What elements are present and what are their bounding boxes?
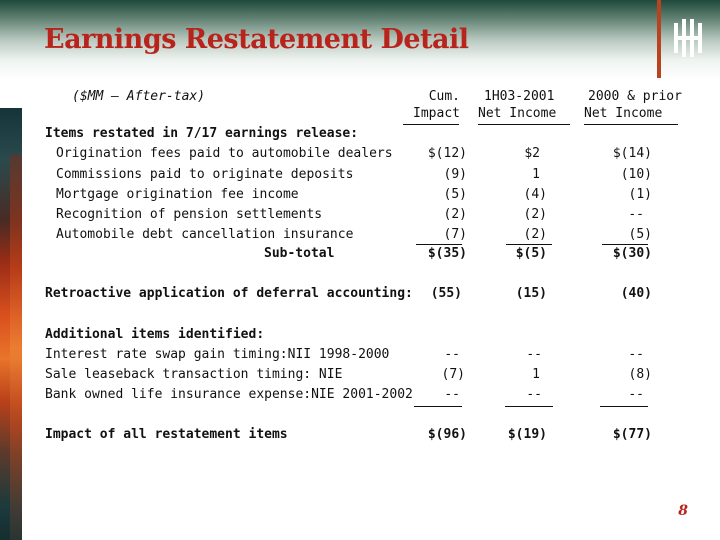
row-cum-value: -- [444,347,460,362]
left-decorative-band-inner [10,155,22,540]
subtotal-2000-value: $(30) [612,246,652,261]
col-cum-header-line2: Impact [413,106,460,121]
col-2000-header-line2: Net Income [584,106,663,121]
col-cum-header-line1: Cum. [428,89,460,104]
row-cum-value: (5) [443,187,467,202]
page-title: Earnings Restatement Detail [44,24,469,55]
col-1h03-header-line2: Net Income [478,106,557,121]
row-label: Automobile debt cancellation insurance [56,227,354,242]
row-1h03-value: (2) [523,227,547,242]
row-label: Bank owned life insurance expense:NIE 2001-2002 [45,387,413,402]
total-1h03-underline [505,406,553,407]
row-1h03-value: (2) [523,207,547,222]
row-1h03-value: (4) [523,187,547,202]
row-1h03-value: $2 [524,146,540,161]
row-1h03-value: -- [526,387,542,402]
subtotal-cum-value: $(35) [427,246,467,261]
col-1h03-header-line1: 1H03-2001 [484,89,555,104]
total-2000-underline [600,406,648,407]
row-2000-value: (5) [628,227,652,242]
row-1h03-value: -- [526,347,542,362]
row-cum-value: (2) [443,207,467,222]
section2-heading: Additional items identified: [45,327,265,342]
row-2000-value: (8) [628,367,652,382]
row-cum-value: $(12) [427,146,467,161]
row-2000-value: (10) [620,167,652,182]
total-cum-value: $(96) [427,427,467,442]
row-2000-value: (1) [628,187,652,202]
company-logo-icon [670,17,706,59]
row-2000-value: $(14) [612,146,652,161]
subtotal-1h03-value: $(5) [515,246,547,261]
row-2000-value: -- [628,347,644,362]
total-label: Impact of all restatement items [45,427,288,442]
subtotal-2000-underline [602,244,648,245]
retro-1h03-value: (15) [515,286,547,301]
header-accent-line [657,0,661,78]
row-1h03-value: 1 [532,367,540,382]
col-2000-header-underline [584,124,678,125]
row-cum-value: (7) [443,227,467,242]
row-label: Commissions paid to originate deposits [56,167,354,182]
col-cum-header-underline [403,124,459,125]
row-cum-value: (7) [441,367,465,382]
row-label: Origination fees paid to automobile dealers [56,146,393,161]
retro-label: Retroactive application of deferral accounting: [45,286,413,301]
row-label: Sale leaseback transaction timing: NIE [45,367,343,382]
total-2000-value: $(77) [612,427,652,442]
row-label: Recognition of pension settlements [56,207,323,222]
total-1h03-value: $(19) [507,427,547,442]
section1-heading: Items restated in 7/17 earnings release: [45,126,359,141]
total-cum-underline [414,406,462,407]
row-cum-value: -- [444,387,460,402]
subtotal-cum-underline [416,244,462,245]
row-2000-value: -- [628,387,644,402]
col-2000-header-line1: 2000 & prior [588,89,682,104]
units-note: ($MM – After-tax) [72,89,206,104]
row-label: Mortgage origination fee income [56,187,299,202]
retro-2000-value: (40) [620,286,652,301]
row-2000-value: -- [628,207,644,222]
retro-cum-value: (55) [430,286,462,301]
page-number: 8 [678,503,688,519]
row-1h03-value: 1 [532,167,540,182]
col-1h03-header-underline [478,124,570,125]
row-label: Interest rate swap gain timing:NII 1998-2000 [45,347,390,362]
subtotal-1h03-underline [506,244,552,245]
row-cum-value: (9) [443,167,467,182]
subtotal-label: Sub-total [264,246,335,261]
